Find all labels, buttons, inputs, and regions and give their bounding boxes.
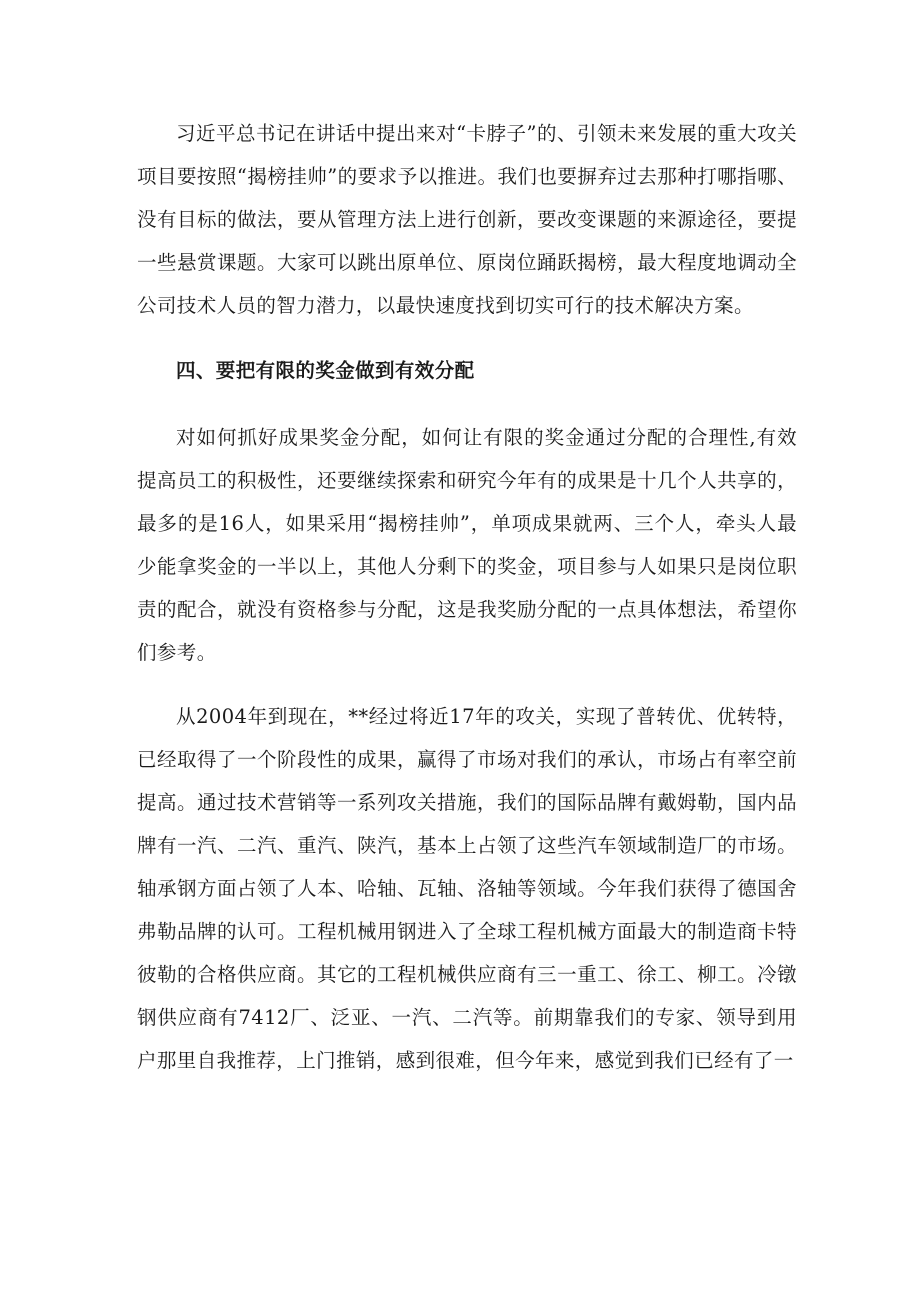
document-body [137,112,797,1082]
paragraph-achievements: 从2004年到现在，**经过将近17年的攻关，实现了普转优、优转特，已经取得了一个阶段性的成果，赢得了市场对我们的承认，市场占有率空前提高。通过技术营销等一系列攻关措施，我们的国际品牌有戴姆勒，国内品牌有一汽、二汽、重汽、陕汽，基本上占领了这些汽车领域制造厂的市场。轴承钢方面占领了人本、哈轴、瓦轴、洛轴等领域。今年我们获得了德国舍弗勒品牌的认可。工程机械用钢进入了全球工程机械方面最大的制造商卡特彼勒的合格供应商。其它的工程机械供应商有三一重工、徐工、柳工。冷镦钢供应商有7412厂、泛亚、一汽、二汽等。前期靠我们的专家、领导到用户那里自我推荐，上门推销，感到很难，但今年来，感觉到我们已经有了一 [137,705,797,1072]
paragraph-bonus-distribution: 对如何抓好成果奖金分配，如何让有限的奖金通过分配的合理性,有效提高员工的积极性，还要继续探索和研究今年有的成果是十几个人共享的，最多的是16人，如果采用“揭榜挂帅”，单项成果就两、三个人，牵头人最少能拿奖金的一半以上，其他人分剩下的奖金，项目参与人如果只是岗位职责的配合，就没有资格参与分配，这是我奖励分配的一点具体想法，希望你们参考。 [137,426,797,664]
paragraph-jiebang-guashuai: 习近平总书记在讲话中提出来对“卡脖子”的、引领未来发展的重大攻关项目要按照“揭榜挂帅”的要求予以推进。我们也要摒弃过去那种打哪指哪、没有目标的做法，要从管理方法上进行创新，要改变课题的来源途径，要提一些悬赏课题。大家可以跳出原单位、原岗位踊跃揭榜，最大程度地调动全公司技术人员的智力潜力，以最快速度找到切实可行的技术解决方案。 [137,122,797,317]
section-heading: 四、要把有限的奖金做到有效分配 [176,359,475,382]
